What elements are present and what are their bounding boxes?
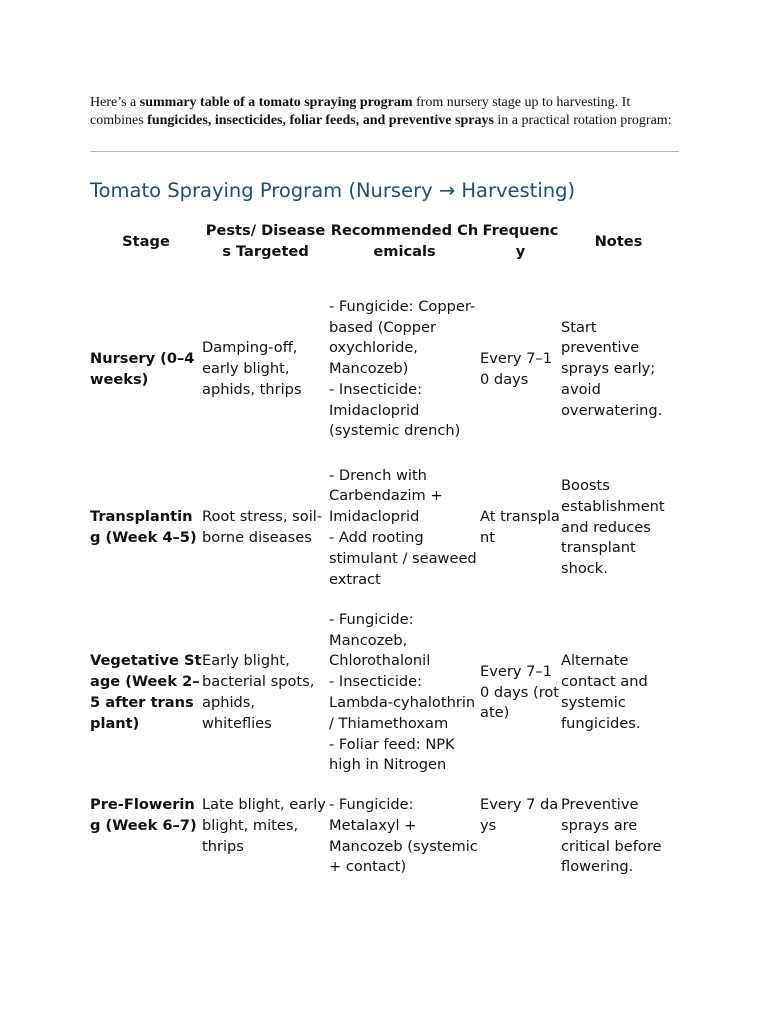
chemicals-cell — [329, 591, 480, 787]
header-pests: Pests/ Diseases Targeted — [205, 222, 326, 260]
chemicals-cell — [329, 457, 480, 591]
chemical-line: - Add rooting stimulant / seaweed extract — [329, 529, 477, 588]
table-row — [90, 591, 676, 787]
pests-cell: Damping-off, early blight, aphids, thrips — [202, 339, 302, 398]
intro-paragraph — [90, 94, 679, 130]
stage-cell: Nursery (0–4 weeks) — [90, 349, 195, 388]
chemical-line: - Insecticide: Lambda-cyhalothrin / Thiamethoxam — [329, 673, 476, 732]
table-row — [90, 787, 676, 905]
intro-text-1: Here’s a — [90, 95, 140, 110]
document-page — [90, 94, 679, 905]
table-header-row — [90, 210, 676, 274]
chemical-line: - Fungicide: Mancozeb, Chlorothalonil — [329, 610, 431, 670]
notes-cell: Boosts establishment and reduces transplant shock. — [561, 477, 665, 578]
chemicals-cell — [329, 274, 480, 457]
notes-cell: Start preventive sprays early; avoid overwatering. — [561, 318, 663, 419]
stage-cell: Transplanting (Week 4–5) — [90, 508, 197, 546]
intro-text-2: from nursery stage up to harvesting. It combines — [90, 95, 631, 128]
table-row — [90, 274, 676, 457]
stage-cell: Pre-Flowering (Week 6–7) — [90, 796, 197, 834]
intro-bold-2: fungicides, insecticides, foliar feeds, and preventive sprays — [147, 113, 494, 128]
header-frequency: Frequency — [482, 222, 559, 260]
intro-bold-1: summary table of a tomato spraying program — [139, 95, 413, 110]
frequency-cell: Every 7–10 days (rotate) — [480, 662, 560, 722]
stage-cell: Vegetative Stage (Week 2–5 after transplant) — [90, 652, 202, 732]
pests-cell: Early blight, bacterial spots, aphids, whiteflies — [202, 652, 315, 732]
section-title: Tomato Spraying Program (Nursery → Harvesting) — [90, 179, 576, 202]
chemicals-cell — [329, 787, 480, 905]
chemical-line: - Foliar feed: NPK high in Nitrogen — [329, 735, 455, 774]
notes-cell: Alternate contact and systemic fungicides. — [561, 652, 648, 732]
chemical-line: - Fungicide: Metalaxyl + Mancozeb (systemic + contact) — [329, 796, 478, 876]
chemical-line: - Drench with Carbendazim + Imidacloprid — [329, 466, 443, 526]
pests-cell: Root stress, soil-borne diseases — [202, 508, 323, 546]
pests-cell: Late blight, early blight, mites, thrips — [202, 796, 326, 855]
chemical-line: - Fungicide: Copper-based (Copper oxychloride, Mancozeb) — [329, 297, 476, 378]
header-chemicals: Recommended Chemicals — [330, 222, 479, 260]
header-stage: Stage — [122, 232, 170, 250]
spraying-program-table — [90, 210, 676, 905]
header-notes: Notes — [594, 232, 643, 250]
frequency-cell: Every 7 days — [480, 796, 559, 834]
chemical-line: - Insecticide: Imidacloprid (systemic drench) — [329, 380, 461, 440]
intro-text-3: in a practical rotation program: — [493, 113, 672, 128]
table-row — [90, 457, 676, 591]
frequency-cell: Every 7–10 days — [480, 349, 552, 388]
notes-cell: Preventive sprays are critical before flowering. — [561, 796, 662, 876]
frequency-cell: At transplant — [480, 508, 560, 546]
horizontal-divider — [90, 151, 679, 152]
